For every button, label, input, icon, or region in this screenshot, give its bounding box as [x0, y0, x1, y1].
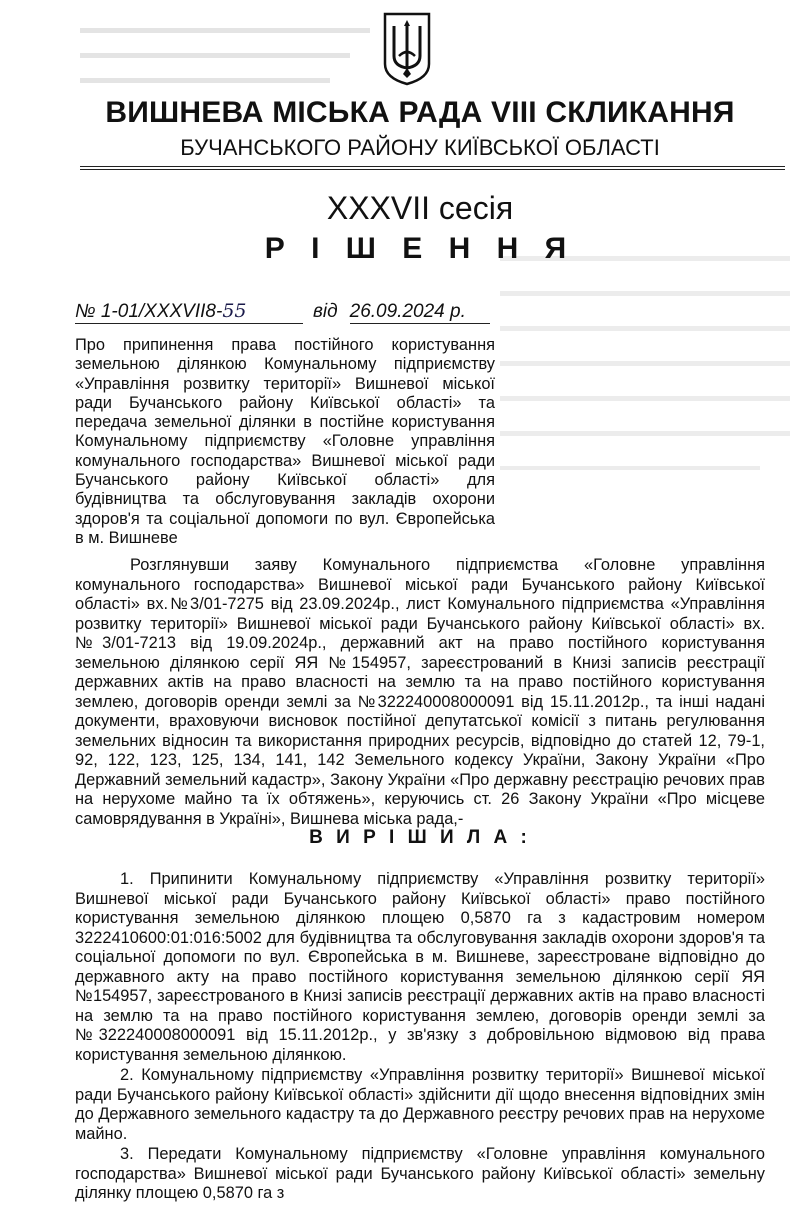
preamble-paragraph: Розглянувши заяву Комунального підприємства «Головне управління комунального господарства» Вишневої міської ради Бучанського району Київської області» вх.№3/01-7275 від 23.09.2024р., лист Комунального підприємства «Управління розвитку території» Вишневої міської ради Бучанського району Київської області» вх.№3/01-7213 від 19.09.2024р., державний акт на право постійного користування земельною ділянкою серії ЯЯ №154957, зареєстрований в Книзі записів реєстрації державних актів на право власності на землю та на право постійного користування землею, договорів оренди землі за №322240008000091 від 15.11.2012р., та інші надані документи, враховуючи висновок постійної депутатської комісії з питань регулювання земельних відносин та використання природних ресурсів, відповідно до статей 12, 79-1, 92, 122, 123, 125, 134, 141, 142 Земельного кодексу України, Закону України «Про Державний земельний кадастр», Закону України «Про державну реєстрацію речових прав на нерухоме майно та їх обтяжень», керуючись ст. 26 Закону України «Про місцеве самоврядування в Україні», Вишнева міська рада,-: [75, 556, 765, 828]
council-region: БУЧАНСЬКОГО РАЙОНУ КИЇВСЬКОЇ ОБЛАСТІ: [180, 135, 660, 160]
decision-number-field: [75, 300, 303, 324]
trident-coat-of-arms-icon: [382, 12, 432, 86]
resolution-item-1: 1. Припинити Комунальному підприємству «Управління розвитку території» Вишневої міської ради Бучанського району Київської області» право постійного користування земельною ділянкою площею 0,5870 га з кадастровим номером 3222410600:01:016:5002 для будівництва та обслуговування закладів охорони здоров'я та соціальної допомоги по вул. Європейська в м. Вишневе, зареєстроване відповідно до державного акту на право постійного користування земельною ділянкою серії ЯЯ №154957, зареєстрованого в Книзі записів реєстрації державних актів на право власності на землю та на право постійного користування землею, договорів оренди землі за №322240008000091 від 15.11.2012р., у зв'язку з добровільною відмовою від права користування земельною ділянкою.: [75, 870, 765, 1064]
resolution-items: [75, 870, 765, 1205]
header-divider: [80, 166, 785, 170]
from-label: від: [313, 301, 338, 322]
session-label: XXXVII сесія: [326, 190, 514, 226]
resolution-item-3: 3. Передати Комунальному підприємству «Головне управління комунального господарства» Вишневої міської ради Бучанського району Київської області» земельну ділянку площею 0,5870 га з: [75, 1145, 765, 1202]
decision-number-prefix: № 1-01/XXXVII8-: [75, 301, 223, 322]
decision-number-line: [75, 300, 490, 324]
resolved-heading: В И Р І Ш И Л А :: [309, 827, 531, 848]
document-type-heading: Р І Ш Е Н Н Я: [264, 232, 576, 265]
decision-date: 26.09.2024 р.: [350, 301, 490, 324]
resolution-item-2: 2. Комунальному підприємству «Управління розвитку території» Вишневої міської ради Бучанського району Київської області» здійснити дії щодо внесення відповідних змін до Державного земельного кадастру та до Державного реєстру речових прав на нерухоме майно.: [75, 1066, 765, 1143]
council-name: ВИШНЕВА МІСЬКА РАДА VIII СКЛИКАННЯ: [105, 96, 735, 129]
bleed-through-texture: [80, 14, 380, 94]
bleed-through-texture-right: [500, 240, 790, 470]
decision-number-handwritten: 55: [222, 300, 247, 322]
decision-summary: Про припинення права постійного користування земельною ділянкою Комунальному підприємству «Управління розвитку території» Вишневої міської ради Бучанського району Київської області» та передача земельної ділянки в постійне користування Комунальному підприємству «Головне управління комунального господарства» Вишневої міської ради Бучанського району Київської області» для будівництва та обслуговування закладів охорони здоров'я та соціальної допомоги по вул. Європейська в м. Вишневе: [75, 336, 495, 547]
